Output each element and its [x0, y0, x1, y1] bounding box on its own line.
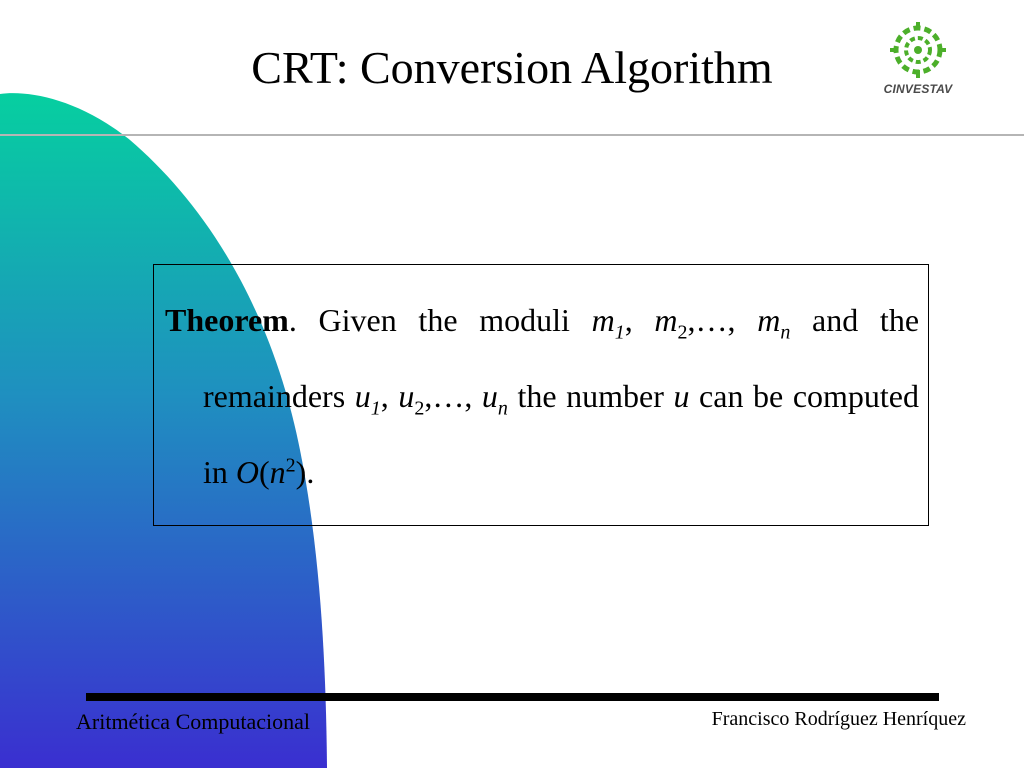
theorem-fragment: ,…,: [424, 378, 482, 414]
math-var: u: [481, 378, 498, 414]
math-subscript: 1: [614, 321, 625, 344]
theorem-fragment: ,: [380, 378, 399, 414]
theorem-fragment: (: [259, 454, 270, 490]
math-var: u: [354, 378, 371, 414]
logo-text: CINVESTAV: [883, 82, 953, 96]
math-subscript: n: [497, 397, 508, 420]
math-var: u: [673, 378, 690, 414]
theorem-fragment: ,…,: [687, 302, 758, 338]
math-superscript: 2: [285, 454, 296, 477]
cinvestav-gear-emblem-icon: [872, 20, 964, 82]
footer-bar: [86, 693, 939, 701]
math-var: m: [591, 302, 615, 338]
math-var: m: [654, 302, 678, 338]
math-subscript: 1: [370, 397, 381, 420]
theorem-fragment: the number: [507, 378, 674, 414]
theorem-fragment: and the remainders: [203, 302, 920, 414]
footer-course-name: Aritmética Computacional: [76, 709, 310, 734]
theorem-fragment: . Given the moduli: [288, 302, 592, 338]
theorem-fragment: ,: [624, 302, 655, 338]
math-subscript: n: [780, 321, 791, 344]
math-subscript: 2: [677, 321, 688, 344]
math-var: u: [398, 378, 415, 414]
theorem-label: Theorem: [165, 302, 289, 338]
footer-author-name: Francisco Rodríguez Henríquez: [711, 708, 966, 730]
math-subscript: 2: [414, 397, 425, 420]
slide-title: CRT: Conversion Algorithm: [251, 42, 773, 93]
theorem-fragment: can be computed in: [203, 378, 919, 490]
title-divider: [0, 134, 1024, 136]
cinvestav-logo: [872, 20, 964, 104]
theorem-fragment: ).: [295, 454, 315, 490]
math-var: O: [235, 454, 259, 490]
math-var: m: [757, 302, 781, 338]
math-var: n: [269, 454, 286, 490]
theorem-text: [165, 282, 919, 510]
